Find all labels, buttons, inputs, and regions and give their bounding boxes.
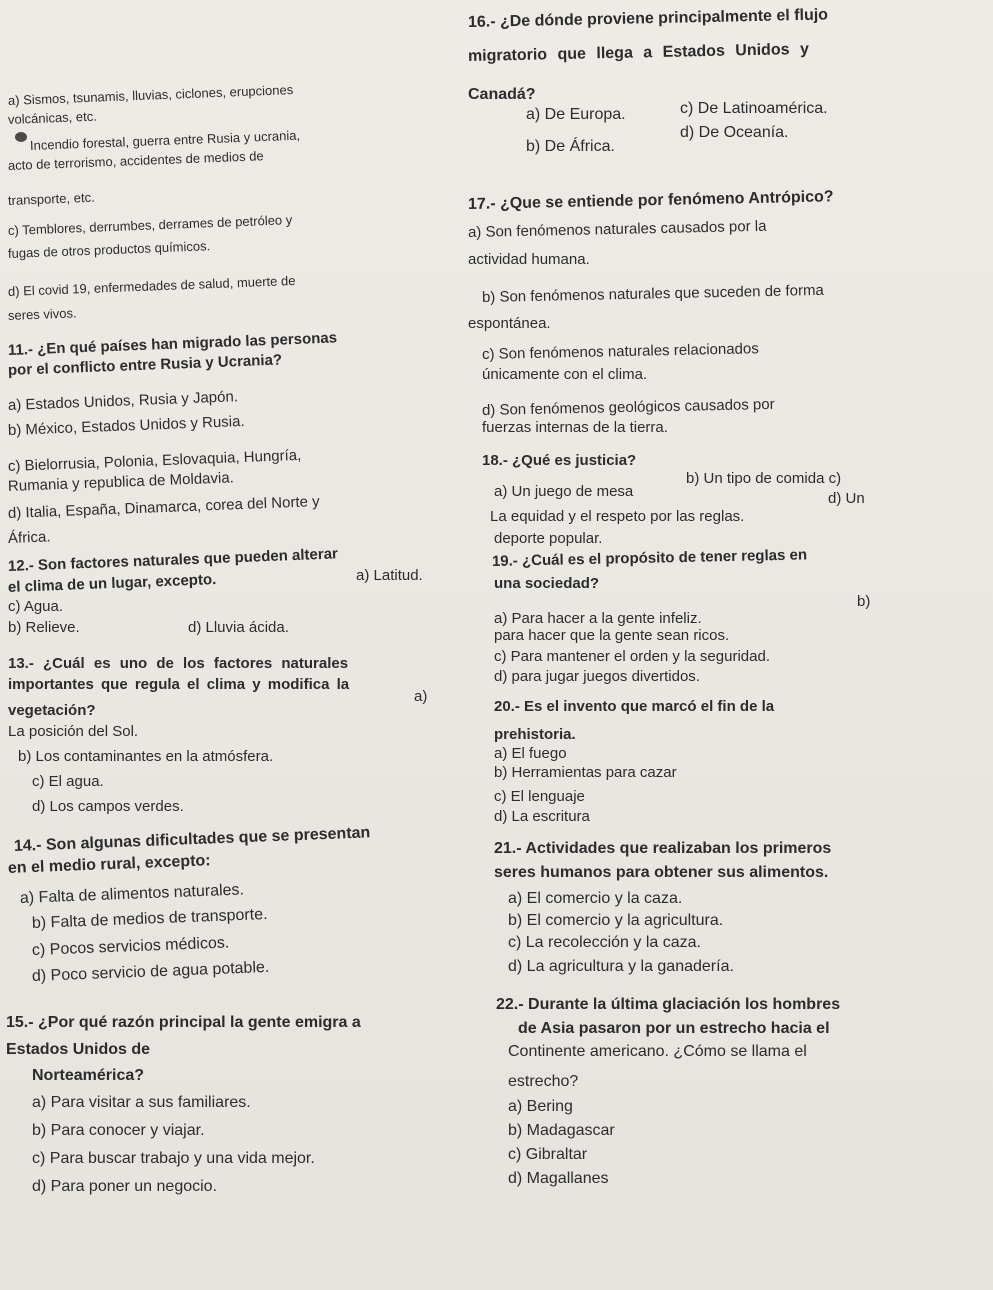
prev-option-b-cont2: transporte, etc.	[7, 189, 95, 208]
question-17: 17.- ¿Que se entiende por fenómeno Antrópico?	[467, 188, 834, 213]
q17-option-a: a) Son fenómenos naturales causados por la	[467, 217, 767, 241]
prev-option-a: a) Sismos, tsunamis, lluvias, ciclones, erupciones	[7, 82, 294, 108]
q13-answer-mark: a)	[414, 688, 428, 705]
q18-option-d: d) Un	[828, 490, 865, 507]
q17-option-b: b) Son fenómenos naturales que suceden de forma	[481, 281, 824, 306]
q22-option-c: c) Gibraltar	[508, 1146, 588, 1163]
question-22-cont: de Asia pasaron por un estrecho hacia el	[518, 1020, 830, 1037]
question-13-cont2: vegetación?	[8, 702, 96, 719]
question-20: 20.- Es el invento que marcó el fin de la	[494, 698, 775, 715]
question-18: 18.- ¿Qué es justicia?	[482, 452, 637, 469]
q19-option-d: d) para jugar juegos divertidos.	[494, 668, 700, 685]
q21-option-b: b) El comercio y la agricultura.	[508, 912, 724, 929]
q13-option-b: b) Los contaminantes en la atmósfera.	[18, 748, 274, 765]
question-15-cont2: Norteamérica?	[32, 1067, 145, 1084]
question-22: 22.- Durante la última glaciación los hombres	[496, 996, 841, 1013]
q11-option-d-cont: África.	[7, 528, 51, 547]
question-22-cont2: Continente americano. ¿Cómo se llama el	[508, 1043, 807, 1060]
q15-option-c: c) Para buscar trabajo y una vida mejor.	[32, 1150, 315, 1167]
q15-option-b: b) Para conocer y viajar.	[32, 1122, 205, 1139]
q14-option-b: b) Falta de medios de transporte.	[31, 905, 268, 932]
question-16: 16.- ¿De dónde proviene principalmente el flujo	[467, 6, 829, 31]
prev-option-d-cont: seres vivos.	[7, 305, 77, 323]
q12-option-a: a) Latitud.	[356, 567, 423, 584]
q22-option-d: d) Magallanes	[508, 1170, 609, 1187]
q17-option-c: c) Son fenómenos naturales relacionados	[481, 340, 759, 363]
q21-option-c: c) La recolección y la caza.	[508, 934, 701, 951]
q16-option-c: c) De Latinoamérica.	[680, 100, 828, 117]
q11-option-c-cont: Rumania y republica de Moldavia.	[7, 469, 235, 495]
q20-option-d: d) La escritura	[494, 808, 590, 825]
prev-option-c: c) Temblores, derrumbes, derrames de petróleo y	[7, 212, 293, 238]
question-19: 19.- ¿Cuál es el propósito de tener reglas en	[491, 546, 808, 570]
q12-option-c: c) Agua.	[8, 598, 64, 615]
q17-option-c-cont: únicamente con el clima.	[482, 366, 648, 383]
question-14: 14.- Son algunas dificultades que se presentan	[13, 824, 371, 855]
q17-option-b-cont: espontánea.	[468, 315, 551, 332]
question-22-cont3: estrecho?	[508, 1073, 579, 1090]
q21-option-a: a) El comercio y la caza.	[508, 890, 683, 907]
q11-option-a: a) Estados Unidos, Rusia y Japón.	[7, 388, 239, 414]
question-14-cont: en el medio rural, excepto:	[7, 852, 211, 877]
q16-option-a: a) De Europa.	[526, 106, 626, 123]
q15-option-d: d) Para poner un negocio.	[32, 1178, 218, 1195]
q17-option-d-cont: fuerzas internas de la tierra.	[482, 419, 668, 436]
q14-option-d: d) Poco servicio de agua potable.	[31, 958, 270, 985]
q18-option-b: b) Un tipo de comida c)	[686, 470, 842, 487]
question-16-cont: migratorio que llega a Estados Unidos y	[467, 40, 810, 65]
q14-option-c: c) Pocos servicios médicos.	[31, 934, 230, 959]
q22-option-b: b) Madagascar	[508, 1122, 615, 1139]
q22-option-a: a) Bering	[508, 1098, 573, 1115]
q19-option-b: para hacer que la gente sean ricos.	[494, 627, 730, 644]
question-11-cont: por el conflicto entre Rusia y Ucrania?	[7, 351, 283, 379]
prev-option-a-cont: volcánicas, etc.	[7, 108, 98, 127]
q13-option-d: d) Los campos verdes.	[32, 798, 184, 815]
q17-option-a-cont: actividad humana.	[468, 251, 590, 268]
ink-mark	[15, 132, 27, 142]
question-16-cont2: Canadá?	[468, 86, 536, 103]
question-11: 11.- ¿En qué países han migrado las personas	[7, 329, 338, 359]
prev-option-b-cont: acto de terrorismo, accidentes de medios de	[7, 148, 264, 173]
q15-option-a: a) Para visitar a sus familiares.	[32, 1094, 251, 1111]
q18-option-d-cont: deporte popular.	[494, 530, 603, 547]
question-13-cont: importantes que regula el clima y modifica la	[8, 676, 350, 693]
q12-option-d: d) Lluvia ácida.	[188, 619, 289, 636]
q20-option-c: c) El lenguaje	[494, 788, 585, 805]
prev-option-b: Incendio forestal, guerra entre Rusia y ucrania,	[29, 127, 301, 153]
question-12-cont: el clima de un lugar, excepto.	[7, 571, 217, 596]
q11-option-d: d) Italia, España, Dinamarca, corea del Norte y	[7, 493, 320, 522]
q17-option-d: d) Son fenómenos geológicos causados por	[481, 395, 775, 419]
q18-option-a: a) Un juego de mesa	[494, 483, 634, 500]
q16-option-b: b) De África.	[526, 138, 615, 155]
question-12: 12.- Son factores naturales que pueden alterar	[7, 545, 339, 575]
prev-option-d: d) El covid 19, enfermedades de salud, muerte de	[7, 272, 296, 299]
question-19-cont: una sociedad?	[494, 575, 600, 592]
question-13: 13.- ¿Cuál es uno de los factores naturales	[8, 655, 349, 672]
question-15-cont: Estados Unidos de	[6, 1041, 151, 1058]
q20-option-a: a) El fuego	[494, 745, 567, 762]
q12-option-b: b) Relieve.	[8, 619, 80, 636]
prev-option-c-cont: fugas de otros productos químicos.	[7, 238, 211, 261]
question-15: 15.- ¿Por qué razón principal la gente emigra a	[6, 1014, 361, 1031]
q19-option-c: c) Para mantener el orden y la seguridad.	[494, 648, 770, 665]
q21-option-d: d) La agricultura y la ganadería.	[508, 958, 734, 975]
q16-option-d: d) De Oceanía.	[680, 124, 789, 141]
q14-option-a: a) Falta de alimentos naturales.	[19, 881, 245, 907]
q13-option-c: c) El agua.	[32, 773, 104, 790]
q11-option-c: c) Bielorrusia, Polonia, Eslovaquia, Hungría,	[7, 446, 302, 475]
q11-option-b: b) México, Estados Unidos y Rusia.	[7, 412, 245, 439]
q20-option-b: b) Herramientas para cazar	[494, 764, 677, 781]
q19-option-a: a) Para hacer a la gente infeliz.	[494, 610, 702, 627]
question-20-cont: prehistoria.	[494, 726, 576, 743]
question-21: 21.- Actividades que realizaban los primeros	[494, 840, 832, 857]
question-21-cont: seres humanos para obtener sus alimentos.	[494, 864, 829, 881]
q19-answer-mark: b)	[857, 593, 871, 610]
q18-option-c: La equidad y el respeto por las reglas.	[490, 508, 745, 525]
q13-option-a: La posición del Sol.	[8, 723, 139, 740]
